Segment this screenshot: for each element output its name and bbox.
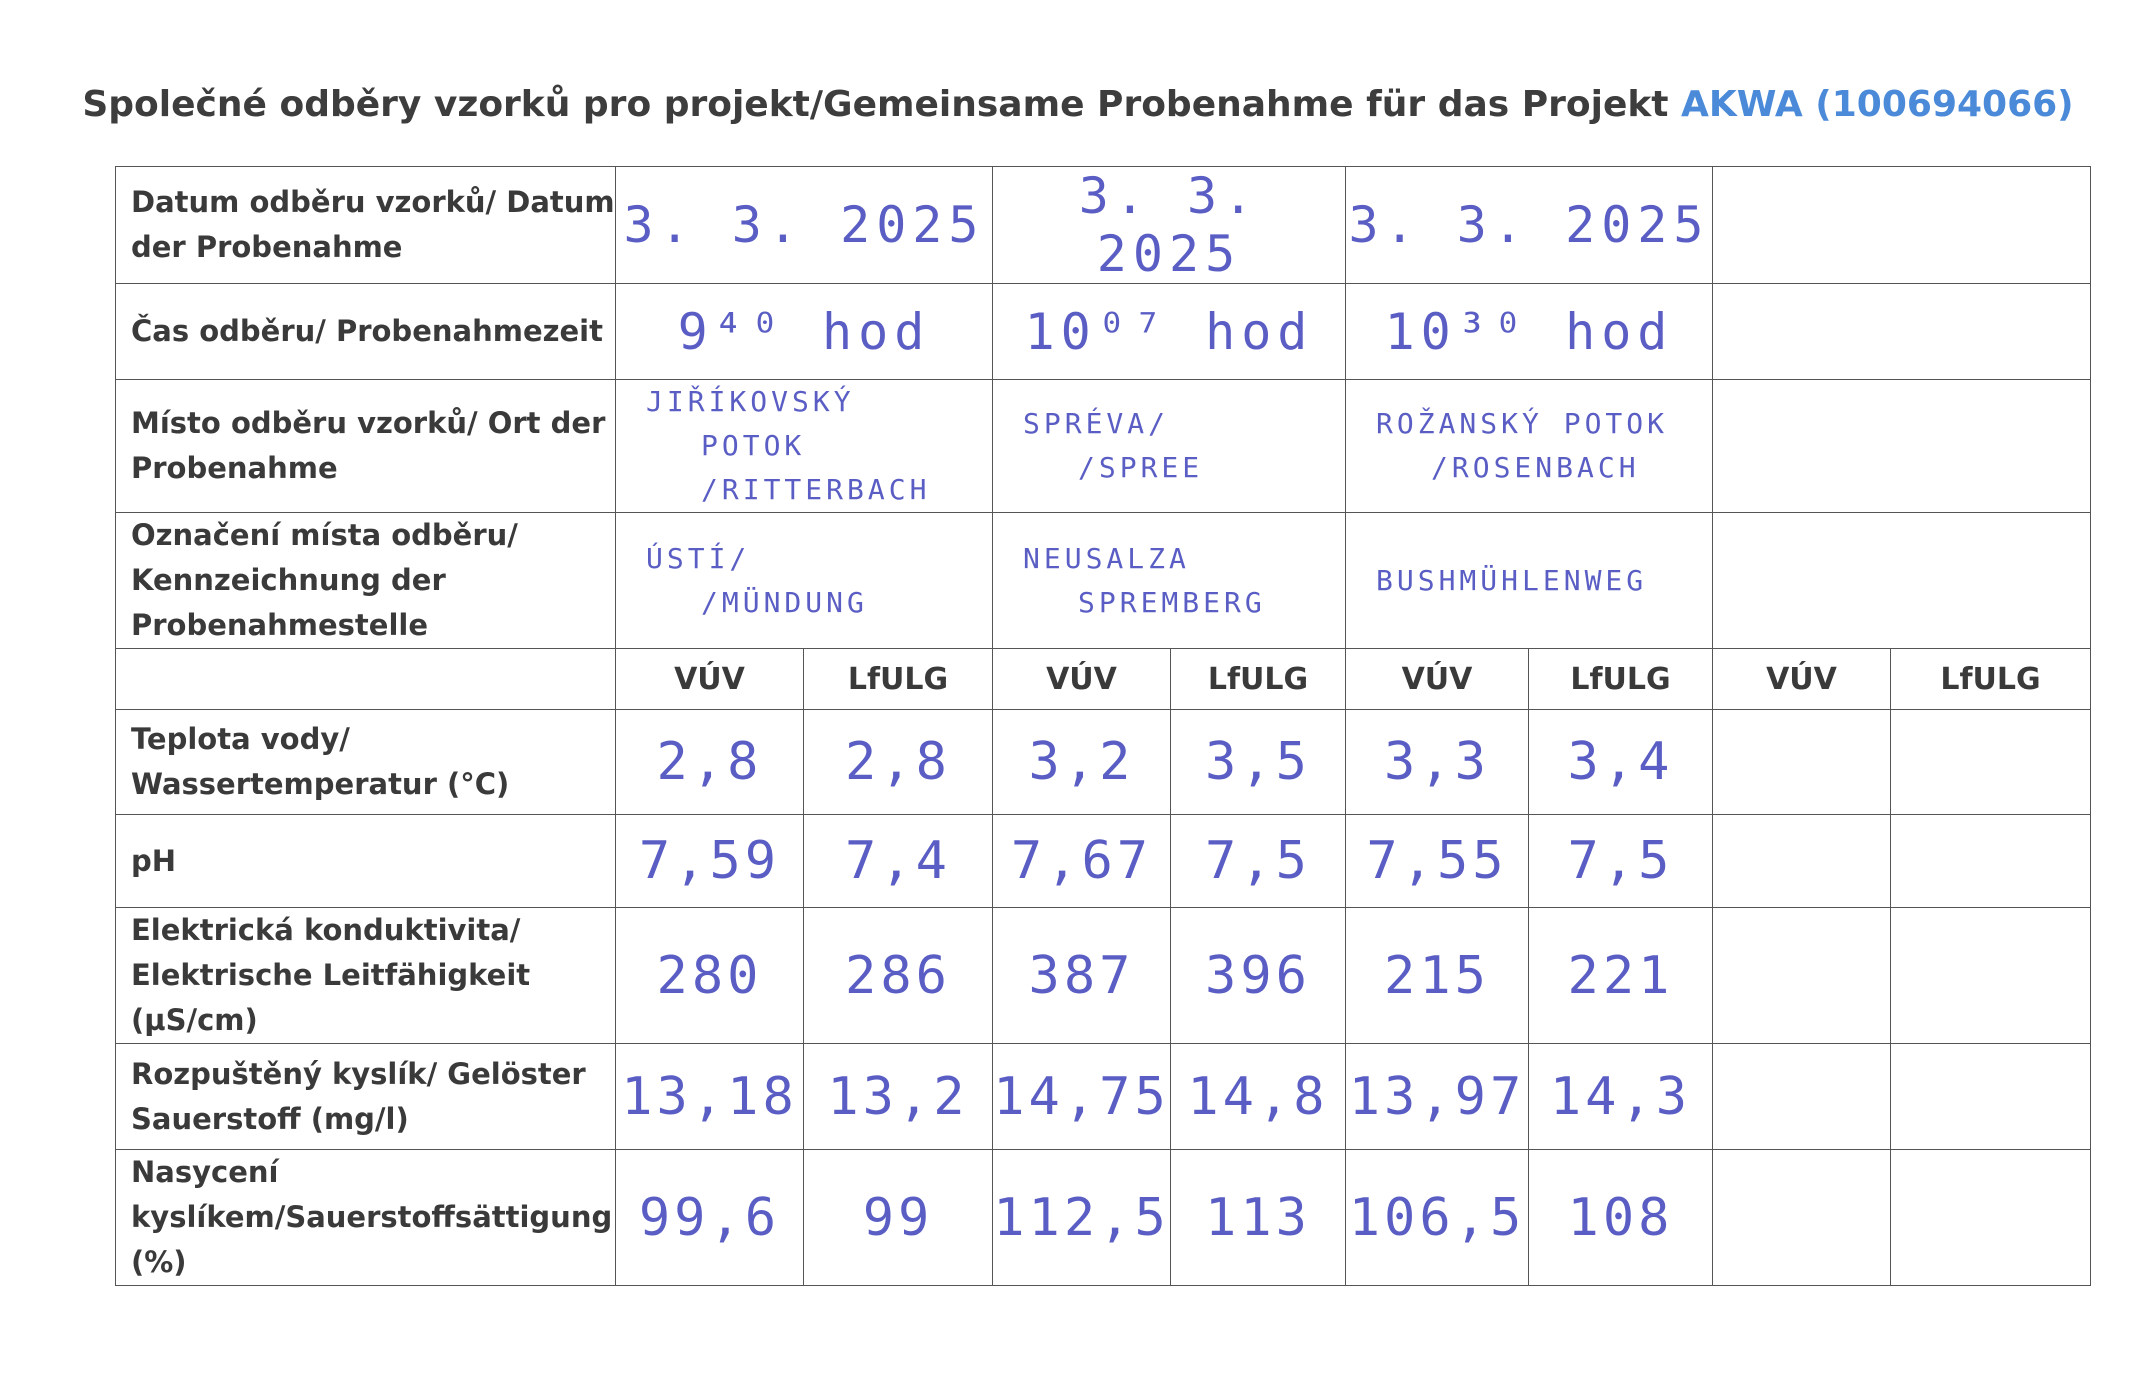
oxygen-saturation-label: Nasycení kyslíkem/Sauerstoffsättigung (%) <box>116 1150 616 1286</box>
location-site-2-line2: /SPREE <box>1078 451 1204 484</box>
ph-value: 7,67 <box>993 815 1171 908</box>
oxygen-saturation-value <box>1713 1150 1891 1286</box>
dissolved-oxygen-value: 14,8 <box>1171 1044 1346 1150</box>
ph-value: 7,4 <box>804 815 993 908</box>
ph-value: 7,59 <box>616 815 804 908</box>
location-site-3-line1: ROŽANSKÝ POTOK <box>1376 407 1669 440</box>
ph-row <box>116 815 2091 908</box>
conductivity-value: 396 <box>1171 908 1346 1044</box>
dissolved-oxygen-value: 13,97 <box>1346 1044 1529 1150</box>
time-site-3: 10³⁰ hod <box>1346 284 1713 380</box>
site-site-2 <box>993 513 1346 649</box>
conductivity-value: 280 <box>616 908 804 1044</box>
oxygen-saturation-value: 99,6 <box>616 1150 804 1286</box>
temperature-value: 2,8 <box>804 710 993 815</box>
conductivity-value <box>1713 908 1891 1044</box>
location-site-1-line2: POTOK /RITTERBACH <box>701 429 931 506</box>
oxygen-saturation-value: 106,5 <box>1346 1150 1529 1286</box>
location-site-4 <box>1713 380 2091 513</box>
time-row <box>116 284 2091 380</box>
oxygen-saturation-value: 113 <box>1171 1150 1346 1286</box>
location-site-2 <box>993 380 1346 513</box>
org-header-7: VÚV <box>1713 649 1891 710</box>
page-title <box>0 84 2156 125</box>
org-header-1: VÚV <box>616 649 804 710</box>
location-row <box>116 380 2091 513</box>
site-site-2-line2: SPREMBERG <box>1078 585 1266 619</box>
time-site-2: 10⁰⁷ hod <box>993 284 1346 380</box>
temperature-value <box>1713 710 1891 815</box>
org-header-3: VÚV <box>993 649 1171 710</box>
oxygen-saturation-value <box>1891 1150 2091 1286</box>
ph-value: 7,5 <box>1529 815 1713 908</box>
location-site-1 <box>616 380 993 513</box>
site-site-3 <box>1346 513 1713 649</box>
dissolved-oxygen-value: 14,3 <box>1529 1044 1713 1150</box>
ph-value <box>1891 815 2091 908</box>
ph-value: 7,55 <box>1346 815 1529 908</box>
site-row <box>116 513 2091 649</box>
oxygen-saturation-value: 112,5 <box>993 1150 1171 1286</box>
conductivity-value: 215 <box>1346 908 1529 1044</box>
location-site-3-line2: /ROSENBACH <box>1431 451 1640 484</box>
site-site-2-line1: NEUSALZA <box>1023 541 1190 575</box>
date-label: Datum odběru vzorků/ Datum der Probenahme <box>116 167 616 284</box>
ph-value <box>1713 815 1891 908</box>
dissolved-oxygen-value: 14,75 <box>993 1044 1171 1150</box>
org-header-2: LfULG <box>804 649 993 710</box>
site-label: Označení místa odběru/ Kennzeichnung der Probenahmestelle <box>116 513 616 649</box>
site-site-1 <box>616 513 993 649</box>
conductivity-label: Elektrická konduktivita/ Elektrische Leitfähigkeit (µS/cm) <box>116 908 616 1044</box>
temperature-value <box>1891 710 2091 815</box>
dissolved-oxygen-value: 13,2 <box>804 1044 993 1150</box>
temperature-row <box>116 710 2091 815</box>
location-site-1-line1: JIŘÍKOVSKÝ <box>646 385 855 418</box>
conductivity-value: 286 <box>804 908 993 1044</box>
ph-label: pH <box>116 815 616 908</box>
temperature-value: 3,2 <box>993 710 1171 815</box>
location-label: Místo odběru vzorků/ Ort der Probenahme <box>116 380 616 513</box>
dissolved-oxygen-value <box>1713 1044 1891 1150</box>
date-site-4 <box>1713 167 2091 284</box>
conductivity-value <box>1891 908 2091 1044</box>
dissolved-oxygen-value <box>1891 1044 2091 1150</box>
date-row <box>116 167 2091 284</box>
temperature-value: 3,3 <box>1346 710 1529 815</box>
site-site-1-line2: /MÜNDUNG <box>701 585 868 619</box>
conductivity-value: 221 <box>1529 908 1713 1044</box>
org-header-row <box>116 649 2091 710</box>
org-header-6: LfULG <box>1529 649 1713 710</box>
ph-value: 7,5 <box>1171 815 1346 908</box>
org-header-5: VÚV <box>1346 649 1529 710</box>
dissolved-oxygen-row <box>116 1044 2091 1150</box>
date-site-3: 3. 3. 2025 <box>1346 167 1713 284</box>
time-label: Čas odběru/ Probenahmezeit <box>116 284 616 380</box>
conductivity-row <box>116 908 2091 1044</box>
time-site-4 <box>1713 284 2091 380</box>
temperature-value: 2,8 <box>616 710 804 815</box>
dissolved-oxygen-label: Rozpuštěný kyslík/ Gelöster Sauerstoff (mg/l) <box>116 1044 616 1150</box>
org-header-4: LfULG <box>1171 649 1346 710</box>
sampling-protocol-table <box>115 166 2091 1286</box>
temperature-value: 3,4 <box>1529 710 1713 815</box>
date-site-2: 3. 3. 2025 <box>993 167 1346 284</box>
org-header-8: LfULG <box>1891 649 2091 710</box>
title-text: Společné odběry vzorků pro projekt/Gemeinsame Probenahme für das Projekt <box>82 84 1682 125</box>
temperature-value: 3,5 <box>1171 710 1346 815</box>
site-site-1-line1: ÚSTÍ/ <box>646 541 751 575</box>
project-name: AKWA (100694066) <box>1681 84 2074 125</box>
org-header-blank <box>116 649 616 710</box>
location-site-3 <box>1346 380 1713 513</box>
site-site-4 <box>1713 513 2091 649</box>
oxygen-saturation-value: 99 <box>804 1150 993 1286</box>
conductivity-value: 387 <box>993 908 1171 1044</box>
location-site-2-line1: SPRÉVA/ <box>1023 407 1170 440</box>
temperature-label: Teplota vody/ Wassertemperatur (°C) <box>116 710 616 815</box>
date-site-1: 3. 3. 2025 <box>616 167 993 284</box>
oxygen-saturation-value: 108 <box>1529 1150 1713 1286</box>
dissolved-oxygen-value: 13,18 <box>616 1044 804 1150</box>
time-site-1: 9⁴⁰ hod <box>616 284 993 380</box>
site-site-3-line1: BUSHMÜHLENWEG <box>1376 563 1648 597</box>
oxygen-saturation-row <box>116 1150 2091 1286</box>
